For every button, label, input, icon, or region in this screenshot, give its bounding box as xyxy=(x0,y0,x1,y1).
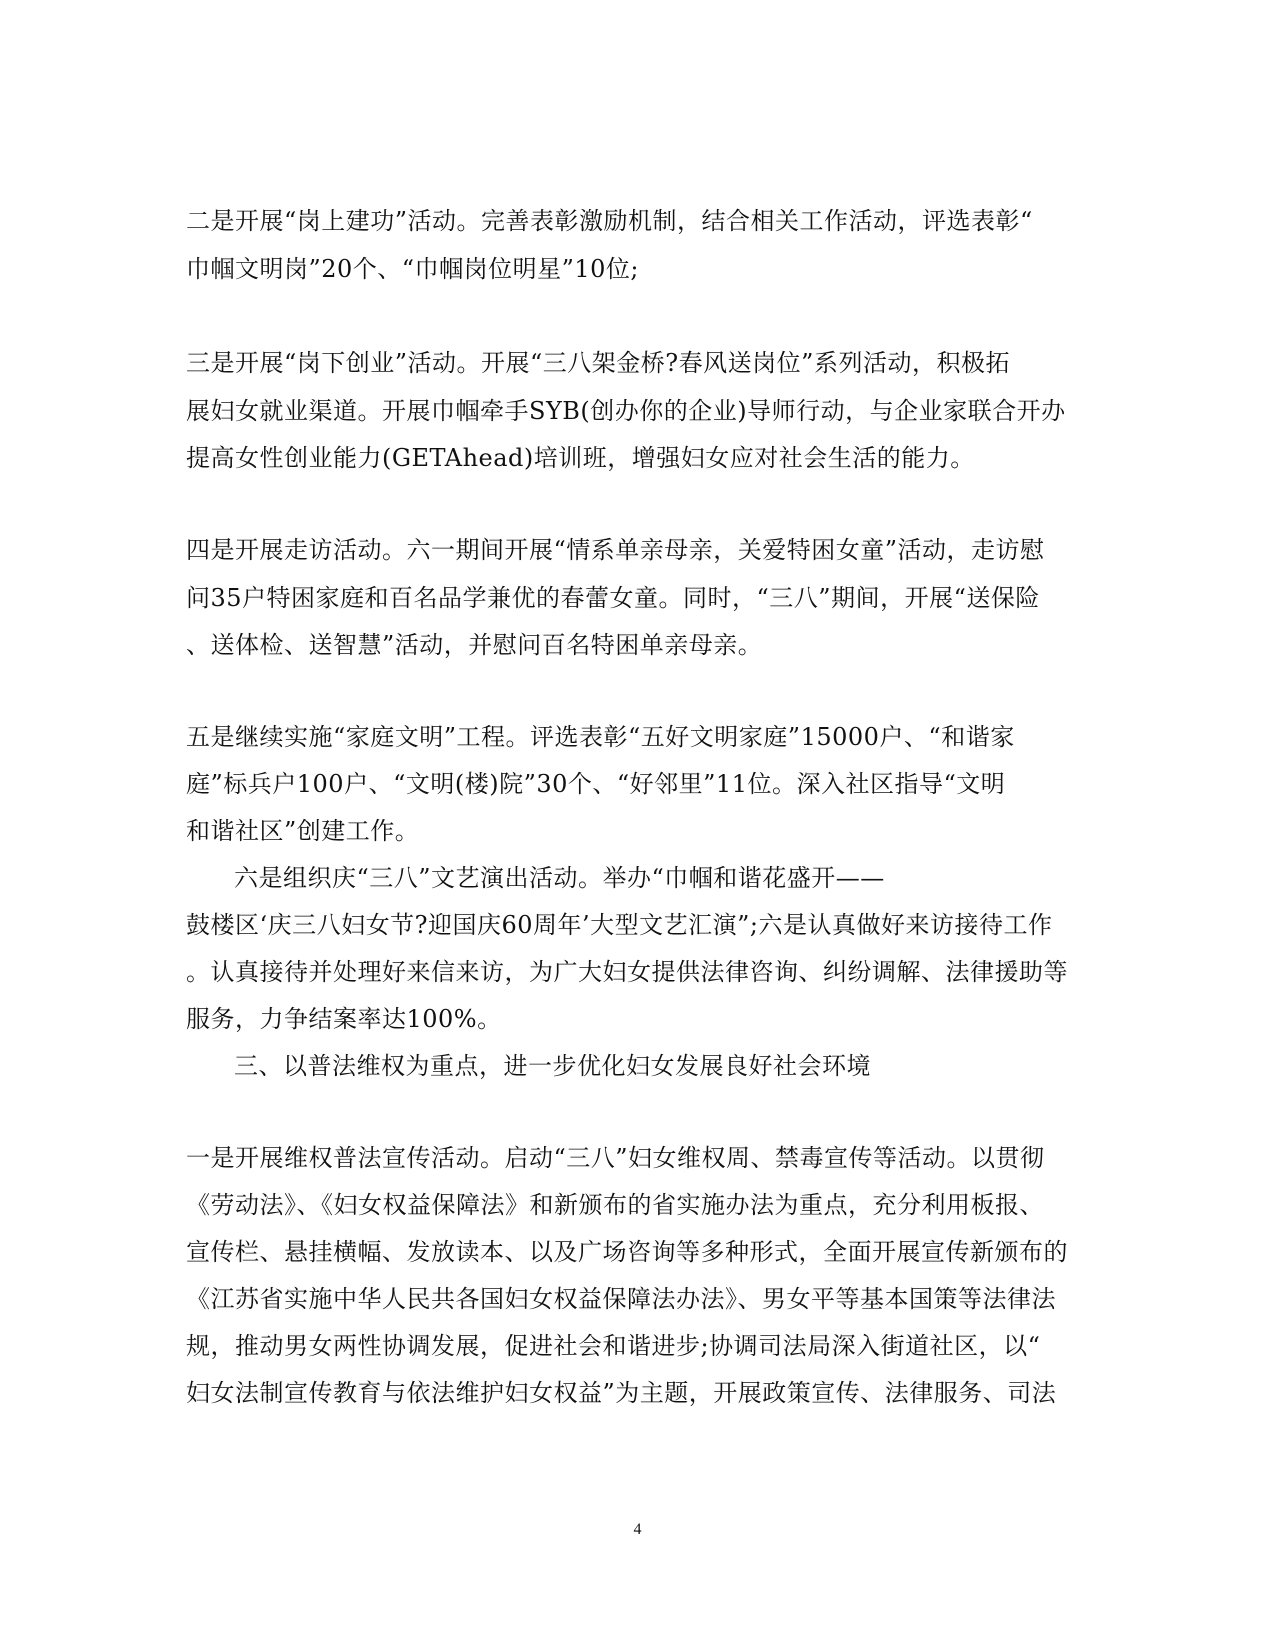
paragraph-line: 和谐社区”创建工作。 xyxy=(186,817,420,845)
paragraph-line: 宣传栏、悬挂横幅、发放读本、以及广场咨询等多种形式，全面开展宣传新颁布的 xyxy=(186,1238,1068,1266)
paragraph-line: 展妇女就业渠道。开展巾帼牵手SYB(创办你的企业)导师行动，与企业家联合开办 xyxy=(186,397,1066,425)
paragraph-line: 鼓楼区‘庆三八妇女节?迎国庆60周年’大型文艺汇演”;六是认真做好来访接待工作 xyxy=(186,911,1053,939)
paragraph-line: 《江苏省实施中华人民共各国妇女权益保障法办法》、男女平等基本国策等法律法 xyxy=(186,1285,1056,1313)
paragraph-line: 巾帼文明岗”20个、“巾帼岗位明星”10位; xyxy=(186,255,639,283)
paragraph-line: 、送体检、送智慧”活动，并慰问百名特困单亲母亲。 xyxy=(186,631,763,659)
paragraph-line: 六是组织庆“三八”文艺演出活动。举办“巾帼和谐花盛开—— xyxy=(234,864,885,892)
section-heading: 三、以普法维权为重点，进一步优化妇女发展良好社会环境 xyxy=(234,1052,871,1080)
paragraph-line: 三是开展“岗下创业”活动。开展“三八架金桥?春风送岗位”系列活动，积极拓 xyxy=(186,349,1010,377)
page-number: 4 xyxy=(633,1521,642,1538)
paragraph-line: 。认真接待并处理好来信来访，为广大妇女提供法律咨询、纠纷调解、法律援助等 xyxy=(186,958,1068,986)
paragraph-line: 四是开展走访活动。六一期间开展“情系单亲母亲，关爱特困女童”活动，走访慰 xyxy=(186,536,1045,564)
paragraph-line: 妇女法制宣传教育与依法维护妇女权益”为主题，开展政策宣传、法律服务、司法 xyxy=(186,1379,1057,1407)
paragraph-line: 提高女性创业能力(GETAhead)培训班，增强妇女应对社会生活的能力。 xyxy=(186,444,975,472)
paragraph-line: 一是开展维权普法宣传活动。启动“三八”妇女维权周、禁毒宣传等活动。以贯彻 xyxy=(186,1144,1045,1172)
paragraph-line: 《劳动法》、《妇女权益保障法》和新颁布的省实施办法为重点，充分利用板报、 xyxy=(186,1191,1044,1219)
paragraph-line: 五是继续实施“家庭文明”工程。评选表彰“五好文明家庭”15000户、“和谐家 xyxy=(186,723,1015,751)
paragraph-line: 服务，力争结案率达100%。 xyxy=(186,1005,502,1033)
paragraph-line: 二是开展“岗上建功”活动。完善表彰激励机制，结合相关工作活动，评选表彰“ xyxy=(186,207,1033,235)
paragraph-line: 庭”标兵户100户、“文明(楼)院”30个、“好邻里”11位。深入社区指导“文明 xyxy=(186,770,1006,798)
paragraph-line: 规，推动男女两性协调发展，促进社会和谐进步;协调司法局深入街道社区，以“ xyxy=(186,1332,1041,1360)
paragraph-line: 问35户特困家庭和百名品学兼优的春蕾女童。同时，“三八”期间，开展“送保险 xyxy=(186,584,1040,612)
